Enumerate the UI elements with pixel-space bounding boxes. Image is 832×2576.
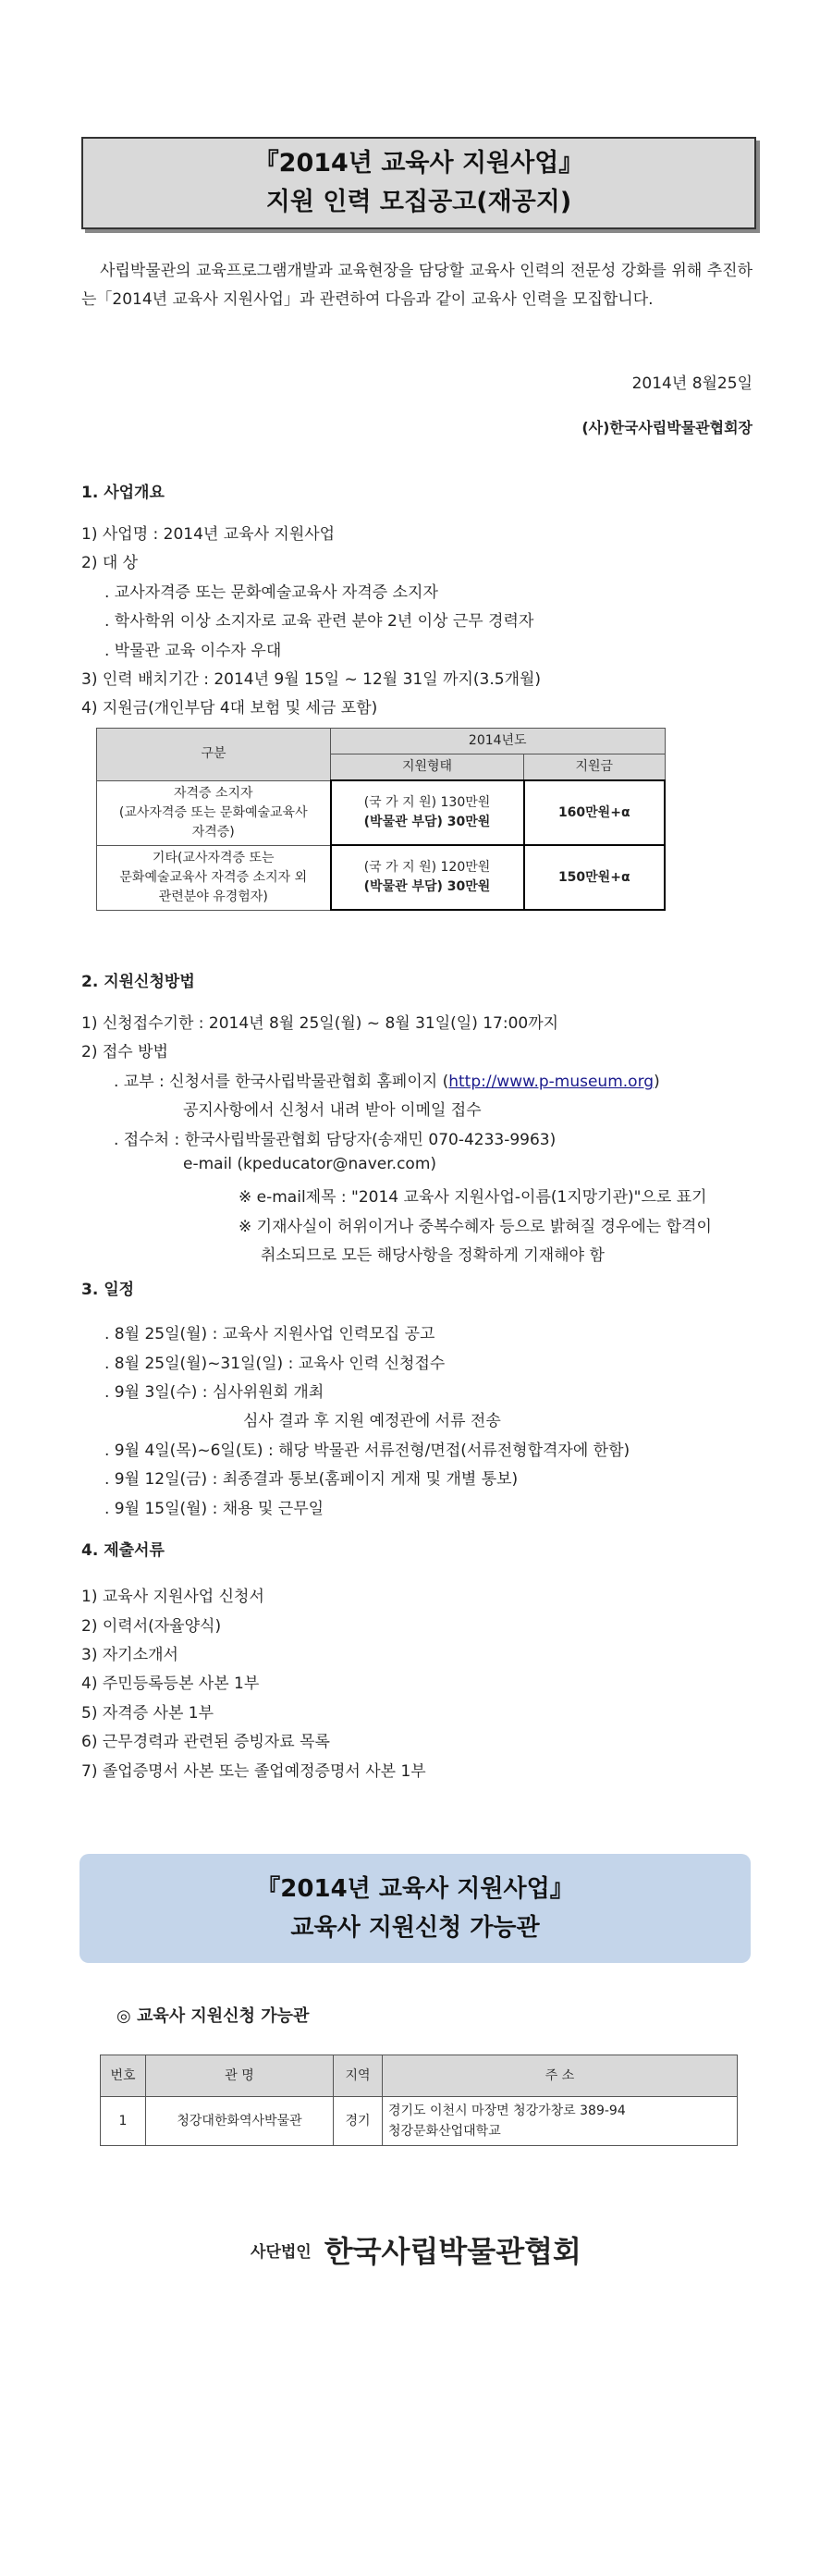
row2-cat-line3: 관련분야 유경험자) xyxy=(158,889,268,904)
s2-sub1b: 공지사항에서 신청서 내려 받아 이메일 접수 xyxy=(183,1101,482,1120)
title-box xyxy=(81,137,756,229)
venue-address xyxy=(383,2097,738,2146)
s2-note2a: ※ 기재사실이 허위이거나 중복수혜자 등으로 밝혀질 경우에는 합격이 xyxy=(239,1218,712,1236)
venue-no: 1 xyxy=(101,2097,146,2146)
th-address: 주 소 xyxy=(383,2055,738,2097)
footer-org xyxy=(0,2228,832,2271)
intro-paragraph: 사립박물관의 교육프로그램개발과 교육현장을 담당할 교육사 인력의 전문성 강화를 위해 추진하는「2014년 교육사 지원사업」과 관련하여 다음과 같이 교육사 인력을 모집합니다. xyxy=(81,262,752,309)
th-name: 관 명 xyxy=(146,2055,334,2097)
s2-sub1-text: . 교부 : 신청서를 한국사립박물관협회 홈페이지 ( xyxy=(114,1073,449,1091)
th-amount: 지원금 xyxy=(524,754,666,781)
table-row xyxy=(101,2097,738,2146)
venue-name: 청강대한화역사박물관 xyxy=(146,2097,334,2146)
support-table xyxy=(96,728,666,911)
s3-line1: . 8월 25일(월) : 교육사 지원사업 인력모집 공고 xyxy=(104,1325,435,1343)
s1-sub3: . 박물관 교육 이수자 우대 xyxy=(104,642,282,660)
th-year: 2014년도 xyxy=(331,729,666,754)
s1-item2: 2) 대 상 xyxy=(81,554,139,572)
row1-type-line2: (박물관 부담) 30만원 xyxy=(363,815,491,829)
section4-heading: 4. 제출서류 xyxy=(81,1541,165,1560)
s1-sub2: . 학사학위 이상 소지자로 교육 관련 분야 2년 이상 근무 경력자 xyxy=(104,612,534,631)
s2-note1: ※ e-mail제목 : "2014 교육사 지원사업-이름(1지망기관)"으로 표기 xyxy=(239,1188,707,1207)
s4-line1: 1) 교육사 지원사업 신청서 xyxy=(81,1588,264,1606)
s4-line7: 7) 졸업증명서 사본 또는 졸업예정증명서 사본 1부 xyxy=(81,1762,426,1781)
section3-heading: 3. 일정 xyxy=(81,1281,135,1299)
s1-item4: 4) 지원금(개인부담 4대 보험 및 세금 포함) xyxy=(81,699,378,718)
row1-cat-line1: 자격증 소지자 xyxy=(173,785,253,801)
s3-line6: . 9월 15일(월) : 채용 및 근무일 xyxy=(104,1500,324,1518)
s2-item2: 2) 접수 방법 xyxy=(81,1043,168,1061)
row1-amount: 160만원+α xyxy=(524,780,666,845)
s4-line3: 3) 자기소개서 xyxy=(81,1646,178,1664)
s2-email: e-mail (kpeducator@naver.com) xyxy=(183,1155,437,1173)
table-row xyxy=(97,845,666,910)
s2-sub1-end: ) xyxy=(654,1073,660,1091)
row2-type-line1: (국 가 지 원) 120만원 xyxy=(363,860,491,875)
s2-sub1 xyxy=(114,1068,660,1091)
s3-line2: . 8월 25일(월)~31일(일) : 교육사 인력 신청접수 xyxy=(104,1355,446,1373)
banner-line1: 『2014년 교육사 지원사업』 xyxy=(256,1875,574,1903)
title-line2: 지원 인력 모집공고(재공지) xyxy=(265,188,572,216)
section2-heading: 2. 지원신청방법 xyxy=(81,973,195,991)
venue-banner xyxy=(80,1854,751,1963)
s4-line6: 6) 근무경력과 관련된 증빙자료 목록 xyxy=(81,1733,330,1751)
s2-note2b: 취소되므로 모든 해당사항을 정확하게 기재해야 함 xyxy=(261,1246,605,1265)
row2-type xyxy=(331,845,524,910)
table-row xyxy=(97,780,666,845)
row2-amount: 150만원+α xyxy=(524,845,666,910)
footer-small: 사단법인 xyxy=(251,2242,312,2262)
s4-line2: 2) 이력서(자율양식) xyxy=(81,1617,222,1636)
s3-line4: . 9월 4일(목)~6일(토) : 해당 박물관 서류전형/면접(서류전형합격자에 한함) xyxy=(104,1441,630,1460)
th-region: 지역 xyxy=(334,2055,383,2097)
s1-sub1: . 교사자격증 또는 문화예술교육사 자격증 소지자 xyxy=(104,583,438,602)
row2-category xyxy=(97,845,331,910)
row1-cat-line2: (교사자격증 또는 문화예술교육사 xyxy=(118,804,308,820)
s4-line5: 5) 자격증 사본 1부 xyxy=(81,1704,214,1723)
title-line1: 『2014년 교육사 지원사업』 xyxy=(253,149,584,178)
row1-type-line1: (국 가 지 원) 130만원 xyxy=(363,795,491,810)
venue-address-line1: 경기도 이천시 마장면 청강가창로 389-94 xyxy=(388,2104,626,2118)
row1-category xyxy=(97,780,331,845)
th-type: 지원형태 xyxy=(331,754,524,781)
row2-cat-line1: 기타(교사자격증 또는 xyxy=(152,850,275,865)
venue-heading: ◎ 교육사 지원신청 가능관 xyxy=(116,2006,310,2026)
venue-table xyxy=(100,2055,738,2146)
s1-item1: 1) 사업명 : 2014년 교육사 지원사업 xyxy=(81,525,336,544)
banner-line2: 교육사 지원신청 가능관 xyxy=(290,1914,540,1942)
row2-cat-line2: 문화예술교육사 자격증 소지자 외 xyxy=(119,869,308,885)
s3-line3: . 9월 3일(수) : 심사위원회 개최 xyxy=(104,1383,324,1402)
row1-cat-line3: 자격증) xyxy=(191,824,235,840)
th-category: 구분 xyxy=(97,729,331,781)
row2-type-line2: (박물관 부담) 30만원 xyxy=(363,879,491,894)
homepage-link[interactable]: http://www.p-museum.org xyxy=(448,1073,655,1091)
notice-date: 2014년 8월25일 xyxy=(631,374,752,393)
footer-org-name: 한국사립박물관협회 xyxy=(324,2234,581,2269)
row1-type xyxy=(331,780,524,845)
s3-line5: . 9월 12일(금) : 최종결과 통보(홈페이지 게재 및 개별 통보) xyxy=(104,1470,519,1489)
section1-heading: 1. 사업개요 xyxy=(81,484,165,502)
s1-item3: 3) 인력 배치기간 : 2014년 9월 15일 ~ 12월 31일 까지(3.5개월) xyxy=(81,670,542,689)
issuer-name: (사)한국사립박물관협회장 xyxy=(581,419,752,436)
th-no: 번호 xyxy=(101,2055,146,2097)
s2-item1: 1) 신청접수기한 : 2014년 8월 25일(월) ~ 8월 31일(일) 17:00까지 xyxy=(81,1014,559,1033)
s2-sub2: . 접수처 : 한국사립박물관협회 담당자(송재민 070-4233-9963) xyxy=(114,1131,557,1149)
venue-region: 경기 xyxy=(334,2097,383,2146)
venue-address-line2: 청강문화산업대학교 xyxy=(388,2124,501,2139)
s4-line4: 4) 주민등록등본 사본 1부 xyxy=(81,1674,260,1693)
s3-line3b: 심사 결과 후 지원 예정관에 서류 전송 xyxy=(243,1412,501,1430)
